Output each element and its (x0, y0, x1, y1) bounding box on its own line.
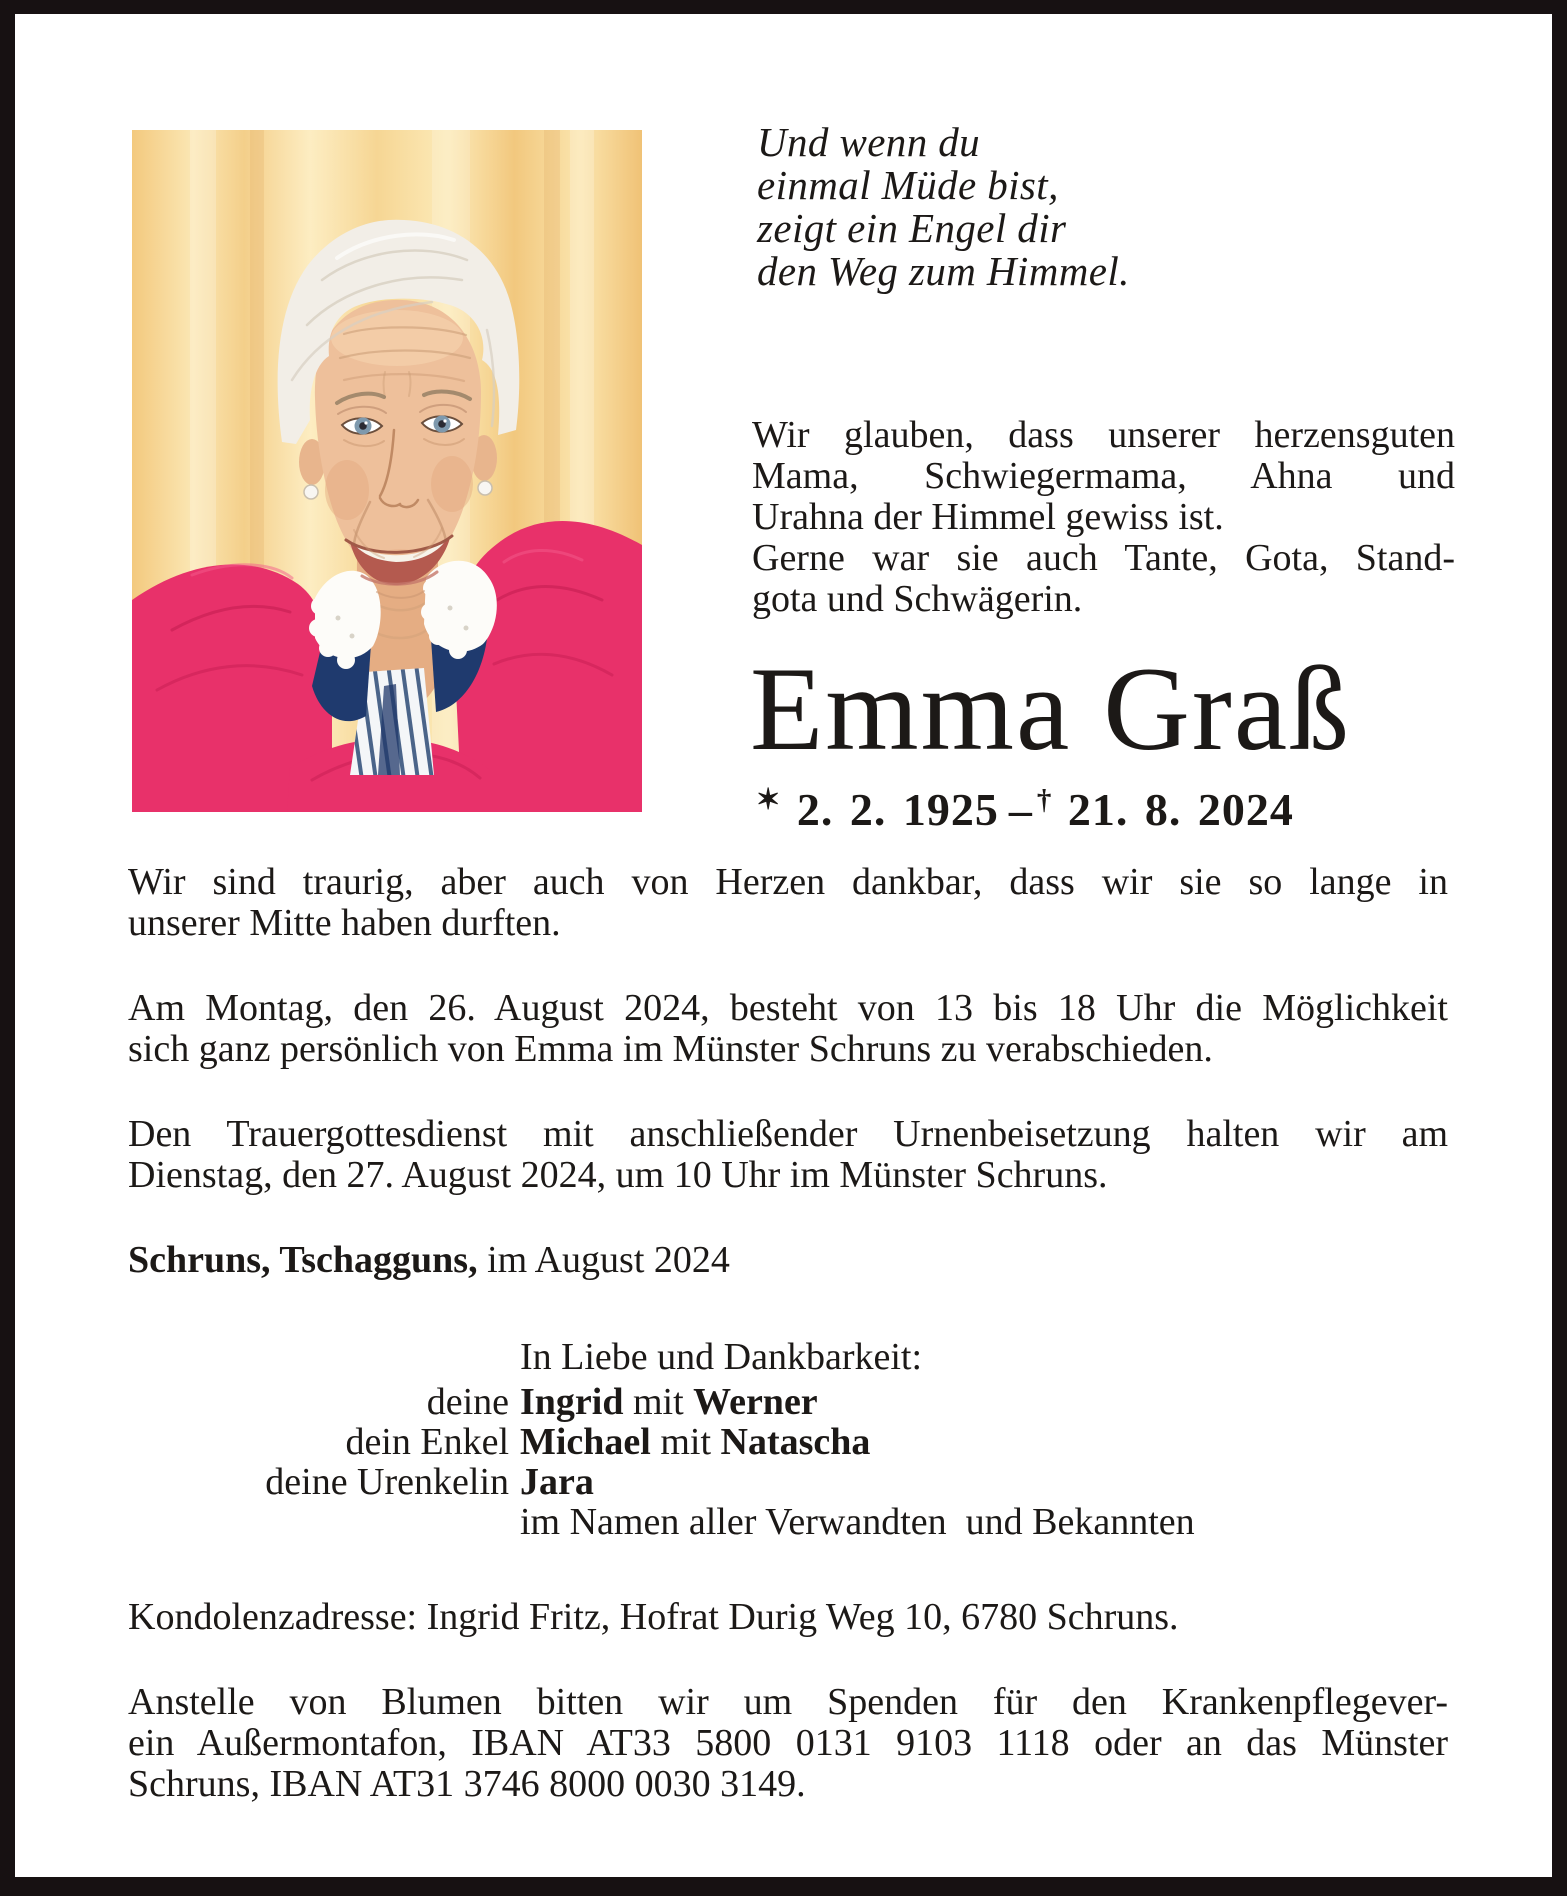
bold-text: Jara (520, 1461, 594, 1503)
mourner-row (128, 1462, 1448, 1502)
memorial-verse (757, 121, 1130, 293)
plain-text: mit (623, 1381, 694, 1423)
mourner-relation: deine Urenkelin (265, 1461, 509, 1503)
deceased-name: Emma Graß (750, 642, 1352, 775)
mourner-relation: deine (426, 1381, 509, 1423)
text-line: Den Trauergottesdienst mit anschließender Urnenbeisetzung halten wir am (128, 1113, 1448, 1155)
verse-line: einmal Müde bist, (757, 162, 1059, 208)
verse-line: den Weg zum Himmel. (757, 248, 1130, 294)
mourner-row (128, 1422, 1448, 1462)
announcements (128, 862, 1448, 1281)
life-dates (756, 776, 1294, 834)
closing-heading: In Liebe und Dankbarkeit: (520, 1336, 923, 1378)
paragraph (128, 1240, 1448, 1281)
mourner-relation: dein Enkel (345, 1421, 509, 1463)
text-line: Schruns, IBAN AT31 3746 8000 0030 3149. (128, 1763, 806, 1805)
paragraph (128, 988, 1448, 1070)
mourner-row (128, 1382, 1448, 1422)
text-line: Am Montag, den 26. August 2024, besteht von 13 bis 18 Uhr die Möglichkeit (128, 987, 1448, 1029)
condolence-address: Kondolenzadresse: Ingrid Fritz, Hofrat Durig Weg 10, 6780 Schruns. (128, 1596, 1179, 1638)
text-line: Mama, Schwiegermama, Ahna und (752, 455, 1455, 497)
bold-text: Schruns, Tschagguns, (128, 1239, 478, 1281)
donation-note (128, 1682, 1448, 1805)
bold-text: Michael (520, 1421, 651, 1463)
text-line (128, 1240, 1448, 1281)
plain-text: mit (650, 1421, 721, 1463)
plain-text: im August 2024 (477, 1239, 730, 1281)
paragraph (128, 1114, 1448, 1196)
text-line: Wir glauben, dass unserer herzensguten (752, 414, 1455, 456)
born-symbol: ✶ (756, 784, 781, 816)
bold-text: Natascha (720, 1421, 871, 1463)
date-separator: – (1008, 784, 1033, 835)
text-line: Dienstag, den 27. August 2024, um 10 Uhr im Münster Schruns. (128, 1154, 1108, 1196)
verse-line: zeigt ein Engel dir (757, 205, 1067, 251)
mourners-list (128, 1382, 1448, 1502)
portrait-photo (132, 130, 642, 812)
death-date: 21. 8. 2024 (1067, 784, 1294, 835)
intro-paragraph (752, 415, 1455, 620)
verse-line: Und wenn du (757, 119, 981, 165)
died-symbol: † (1036, 784, 1052, 816)
paragraph (128, 862, 1448, 944)
text-line: sich ganz persönlich von Emma im Münster Schruns zu verabschieden. (128, 1028, 1213, 1070)
text-line: gota und Schwägerin. (752, 578, 1083, 620)
text-line: Anstelle von Blumen bitten wir um Spenden für den Krankenpflegever- (128, 1681, 1448, 1723)
closing-footer: im Namen aller Verwandten und Bekannten (520, 1501, 1195, 1543)
text-line: unserer Mitte haben durften. (128, 902, 561, 944)
closing-block (128, 1337, 1448, 1542)
text-line: ein Außermontafon, IBAN AT33 5800 0131 9103 1118 oder an das Münster (128, 1722, 1448, 1764)
text-line: Urahna der Himmel gewiss ist. (752, 496, 1224, 538)
birth-date: 2. 2. 1925 (796, 784, 999, 835)
bold-text: Werner (693, 1381, 818, 1423)
bold-text: Ingrid (520, 1381, 624, 1423)
text-line: Wir sind traurig, aber auch von Herzen dankbar, dass wir sie so lange in (128, 861, 1448, 903)
text-line: Gerne war sie auch Tante, Gota, Stand- (752, 537, 1455, 579)
